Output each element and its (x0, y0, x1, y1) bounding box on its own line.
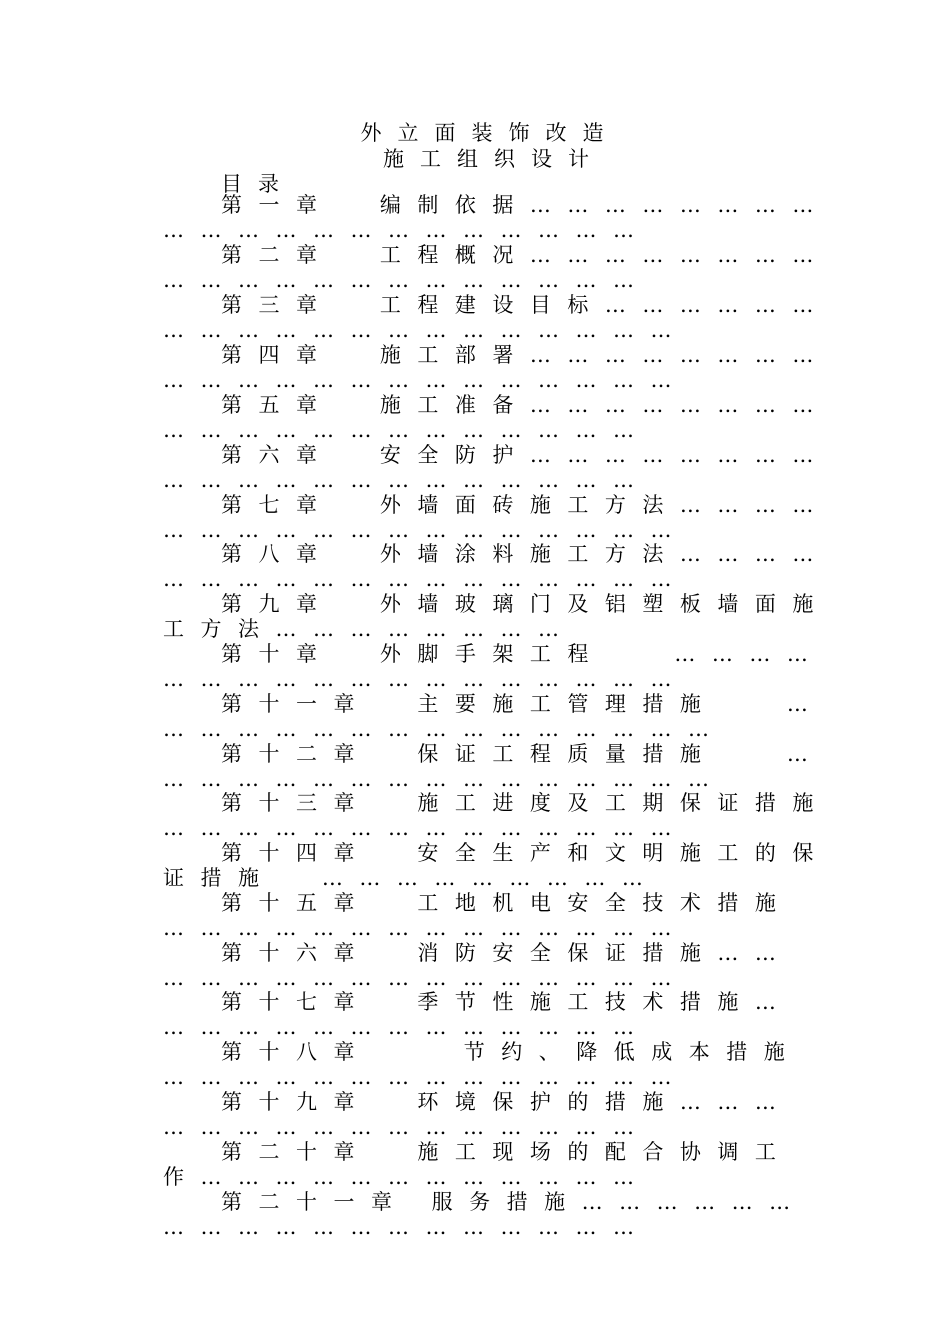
toc-entry[interactable] (0, 742, 950, 792)
toc-entry-leader: …………………………………… (163, 567, 688, 591)
toc-entry[interactable] (0, 443, 950, 493)
toc-entry[interactable] (0, 592, 950, 642)
toc-entry-title: 第三章 工程建设目标……………… (221, 293, 830, 317)
toc-entry-title: 第十四章 安全生产和文明施工的保 (221, 841, 830, 865)
toc-entry-title: 第七章 外墙面砖施工方法………… (221, 493, 830, 517)
toc-entry-leader: ………………………………… (163, 468, 651, 492)
toc-entry[interactable] (0, 393, 950, 443)
toc-entry-leader: ………………………………… (163, 268, 651, 292)
toc-entry-title: 第十一章 主要施工管理措施 … (221, 692, 825, 716)
toc-entry[interactable] (0, 990, 950, 1040)
toc-entry-title: 第四章 施工部署…………………… (221, 343, 830, 367)
toc-entry-title: 第五章 施工准备…………………… (221, 393, 830, 417)
toc-entry[interactable] (0, 293, 950, 343)
toc-entry[interactable] (0, 343, 950, 393)
toc-entry[interactable] (0, 493, 950, 543)
toc-entry-title: 第十七章 季节性施工技术措施… (221, 990, 793, 1014)
toc-entry-leader: 工方法…………………… (163, 617, 576, 641)
toc-entry[interactable] (0, 243, 950, 293)
toc-entry-leader: ………………………………… (163, 1115, 651, 1139)
toc-entry[interactable] (0, 542, 950, 592)
toc-entry-title: 第十章 外脚手架工程 ………… (221, 642, 825, 666)
toc-entry-leader: …………………………………… (163, 1065, 688, 1089)
toc-entry-leader: …………………………………… (163, 318, 688, 342)
toc-entry[interactable] (0, 1190, 950, 1240)
toc-entry-leader: ……………………………………… (163, 767, 726, 791)
toc-entry-title: 第六章 安全防护…………………… (221, 443, 830, 467)
toc-entry-title: 第二十一章 服务措施……………… (221, 1190, 807, 1214)
toc-entry-title: 第十八章 节约、降低成本措施 (221, 1040, 802, 1064)
toc-entry[interactable] (0, 1090, 950, 1140)
toc-entry[interactable] (0, 193, 950, 243)
toc-entry[interactable] (0, 891, 950, 941)
toc-entry-leader: ………………………………… (163, 1015, 651, 1039)
toc-entry[interactable] (0, 1140, 950, 1190)
toc-entry-title: 第十九章 环境保护的措施……… (221, 1090, 793, 1114)
toc-entry-title: 第九章 外墙玻璃门及铝塑板墙面施 (221, 592, 830, 616)
toc-entry-leader: …………………………………… (163, 816, 688, 840)
toc-entry[interactable] (0, 841, 950, 891)
toc-entry-leader: …………………………………… (163, 966, 688, 990)
toc-entry-title: 第二章 工程概况…………………… (221, 243, 830, 267)
toc-entry[interactable] (0, 1040, 950, 1090)
toc-entry-leader: ………………………………… (163, 418, 651, 442)
toc-entry[interactable] (0, 692, 950, 742)
toc-entry-title: 第十六章 消防安全保证措施…… (221, 941, 793, 965)
toc-entry[interactable] (0, 941, 950, 991)
document-title: 外立面装饰改造 (360, 121, 620, 145)
toc-entry-leader: 作……………………………… (163, 1165, 651, 1189)
toc-entry-leader: …………………………………… (163, 667, 688, 691)
document-subtitle: 施工组织设计 (383, 147, 605, 171)
toc-entry-title: 第八章 外墙涂料施工方法………… (221, 542, 830, 566)
toc-entry-leader: …………………………………… (163, 916, 688, 940)
toc-entry-leader: ………………………………… (163, 1215, 651, 1239)
toc-entry-title: 第十五章 工地机电安全技术措施 (221, 891, 793, 915)
toc-entry-title: 第十二章 保证工程质量措施 … (221, 742, 825, 766)
toc-entry-leader: …………………………………… (163, 518, 688, 542)
toc-entry-leader: ……………………………………… (163, 717, 726, 741)
toc-entry[interactable] (0, 791, 950, 841)
toc-entry-title: 第二十章 施工现场的配合协调工 (221, 1140, 793, 1164)
toc-entry[interactable] (0, 642, 950, 692)
toc-entry-title: 第一章 编制依据…………………… (221, 193, 830, 217)
toc-entry-leader: ………………………………… (163, 218, 651, 242)
toc-entry-leader: 证措施 ……………………… (163, 866, 660, 890)
toc-heading: 目录 (221, 172, 295, 196)
toc-entry-leader: …………………………………… (163, 368, 688, 392)
toc-entry-title: 第十三章 施工进度及工期保证措施 (221, 791, 830, 815)
